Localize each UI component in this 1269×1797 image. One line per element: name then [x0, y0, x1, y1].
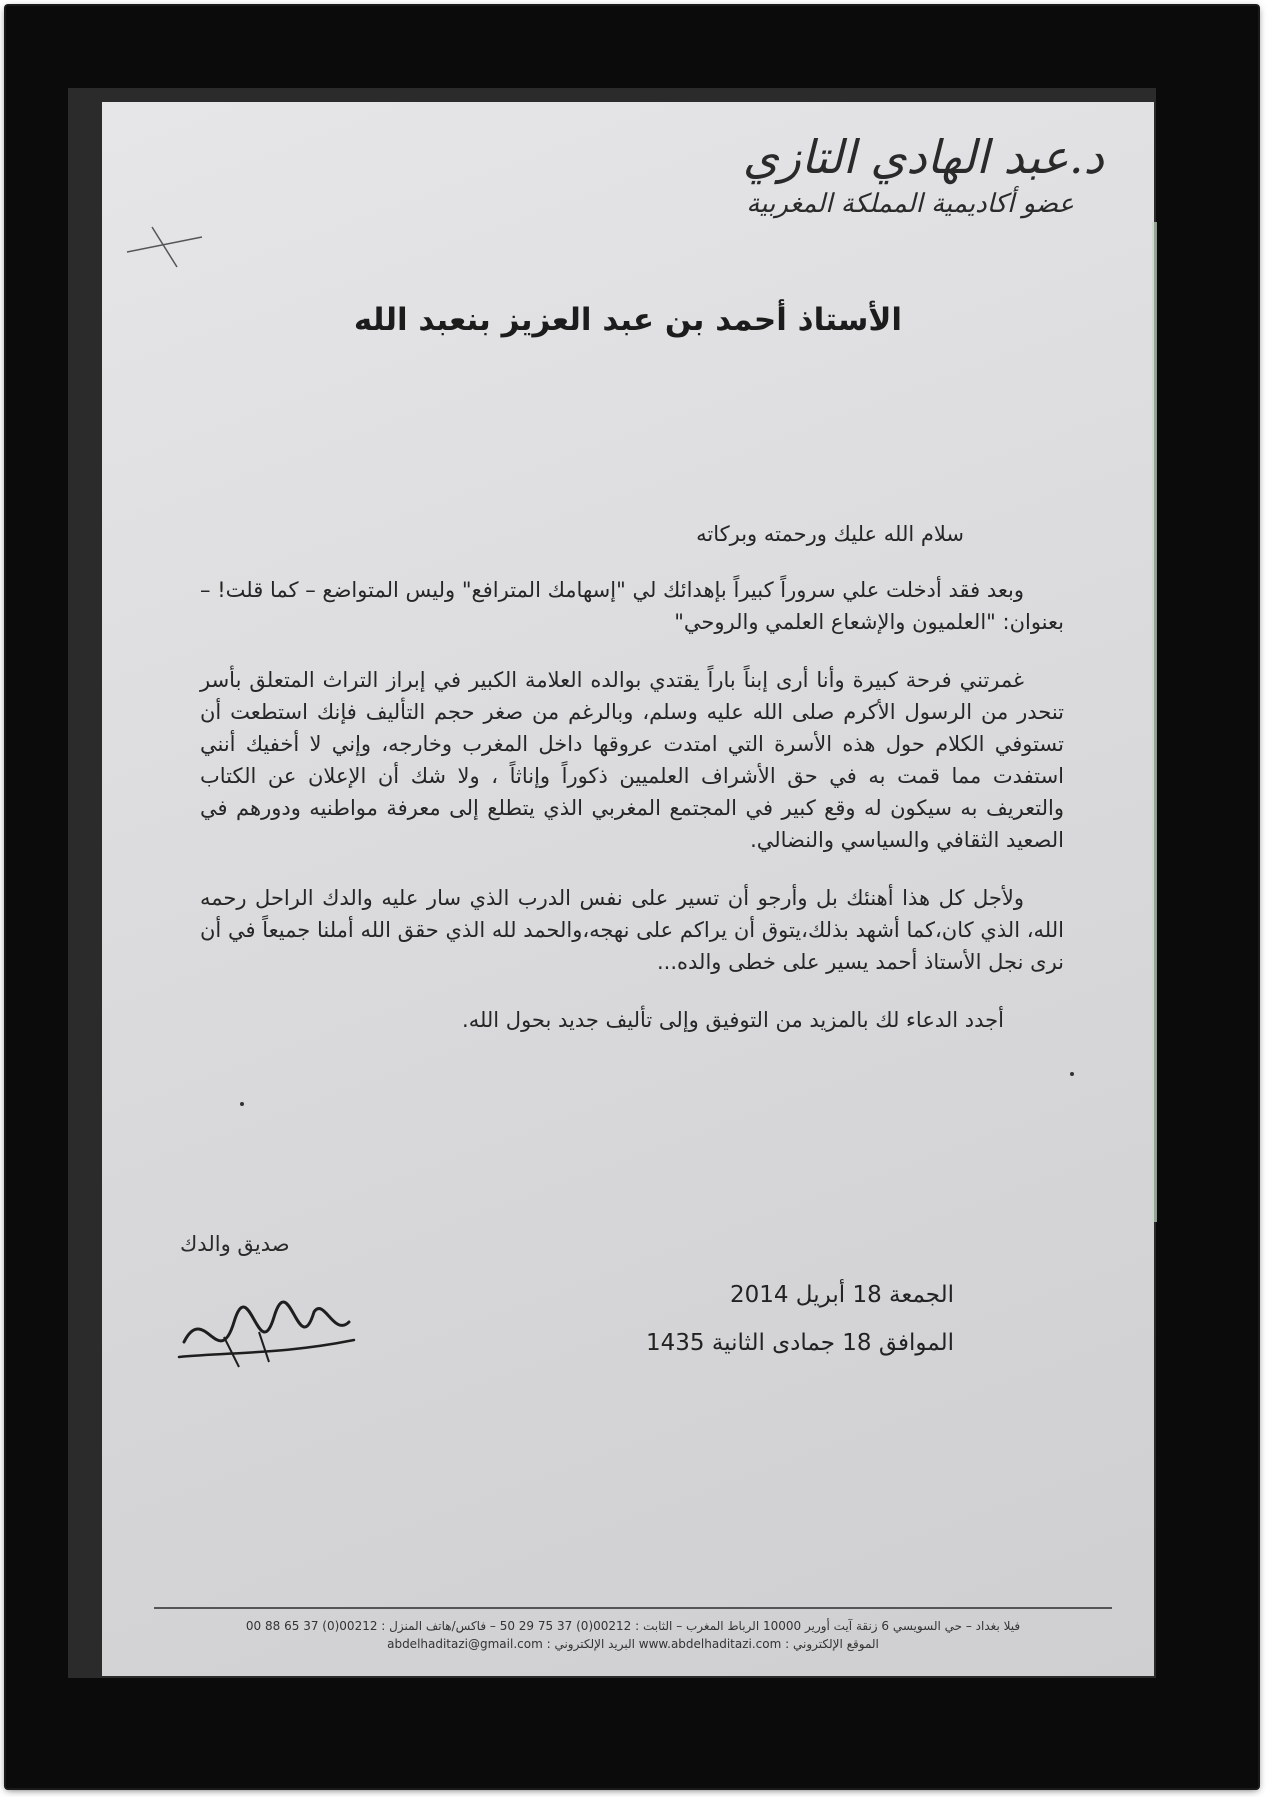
- hijri-date: الموافق 18 جمادى الثانية 1435: [645, 1330, 954, 1356]
- paragraph-3: ولأجل كل هذا أهنئك بل وأرجو أن تسير على نفس الدرب الذي سار عليه والدك الراحل رحمه الله، الذي كان،كما أشهد بذلك،يتوق أن يراكم على نهجه،والحمد لله الذي حقق الله أملنا جميعاً في أن نرى نجل الأستاذ أحمد يسير على خطى والده...: [200, 886, 1064, 974]
- letterhead-subtitle: عضو أكاديمية المملكة المغربية: [746, 188, 1074, 219]
- ink-dot: [1070, 1072, 1074, 1076]
- letter-footer: [154, 1607, 1112, 1653]
- closing-friend: صديق والدك: [180, 1232, 290, 1256]
- footer-contact: الموقع الإلكتروني : www.abdelhaditazi.com البريد الإلكتروني : abdelhaditazi@gmail.com: [387, 1637, 879, 1651]
- paragraph-4: أجدد الدعاء لك بالمزيد من التوفيق وإلى تأليف جديد بحول الله.: [462, 1008, 1004, 1032]
- date-block: [646, 1282, 954, 1378]
- paragraph-1: وبعد فقد أدخلت علي سروراً كبيراً بإهدائك لي "إسهامك المترافع" وليس المتواضع – كما قلت! – بعنوان: "العلميون والإشعاع العلمي والروحي": [200, 578, 1064, 634]
- letterhead-name: د.عبد الهادي التازي: [742, 130, 1104, 184]
- paragraph-2: غمرتني فرحة كبيرة وأنا أرى إبناً باراً يقتدي بوالده العلامة الكبير في إبراز التراث المتعلق بأسر تنحدر من الرسول الأكرم صلى الله عليه وسلم، وبالرغم من صغر حجم التأليف فإنك استطعت أن تستوفي الكلام حول هذه الأسرة التي امتدت عروقها داخل المغرب وخارجه، وإني لا أخفيك أنني استفدت مما قمت به في حق الأشراف العلميين ذكوراً وإناثاً ، ولا شك أن الإعلان عن الكتاب والتعريف به سيكون له وقع كبير في المجتمع المغربي الذي يتطلع إلى معرفة مواطنيه ودورهم في الصعيد الثقافي والسياسي والنضالي.: [200, 668, 1064, 852]
- letterhead: [743, 132, 1104, 219]
- closing-block: [180, 1232, 340, 1256]
- letter-body: [200, 518, 1064, 1062]
- footer-address: فيلا بغداد – حي السويسي 6 زنقة آيت أورير 10000 الرباط المغرب – الثابت : 00212(0) 37 75 29 50 – فاكس/هاتف المنزل : 00212(0) 37 65 88 00: [245, 1619, 1021, 1633]
- gregorian-date: الجمعة 18 أبريل 2014: [729, 1282, 954, 1308]
- letter-paper: [102, 102, 1154, 1676]
- pen-mark: [122, 222, 212, 272]
- ink-dot: [240, 1102, 244, 1106]
- greeting-line: سلام الله عليك ورحمته وبركاته: [696, 522, 964, 546]
- handwritten-signature: [164, 1282, 364, 1392]
- recipient-title: الأستاذ أحمد بن عبد العزيز بنعبد الله: [353, 302, 903, 338]
